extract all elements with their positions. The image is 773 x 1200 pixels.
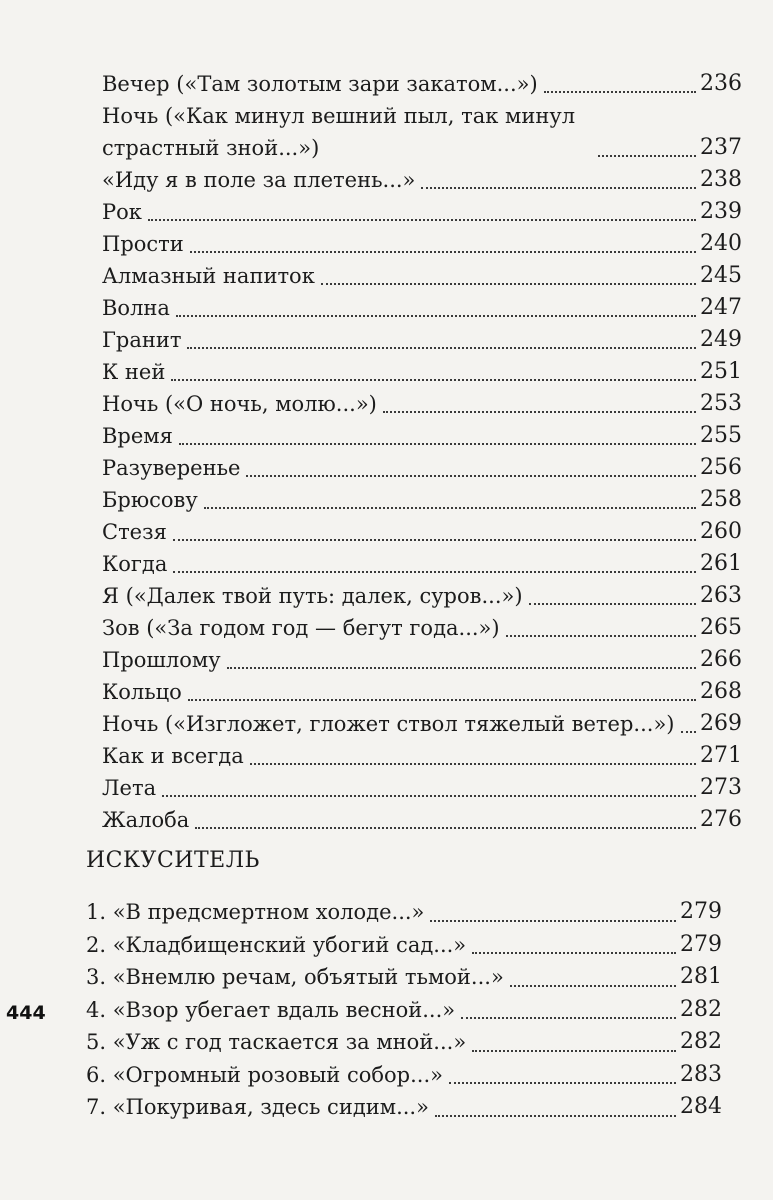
dot-leader xyxy=(173,561,696,573)
toc-entry-page: 276 xyxy=(700,807,742,832)
toc-entry xyxy=(102,420,742,452)
toc-entry-page: 265 xyxy=(700,615,742,640)
toc-entry-title: Я («Далек твой путь: далек, суров...») xyxy=(102,584,523,608)
toc-entry xyxy=(102,68,742,100)
toc-entry xyxy=(102,196,742,228)
dot-leader xyxy=(176,305,696,317)
dot-leader xyxy=(173,529,696,541)
dot-leader xyxy=(430,910,676,922)
toc-entry xyxy=(102,772,742,804)
toc-entry xyxy=(102,292,742,324)
dot-leader xyxy=(187,337,696,349)
dot-leader xyxy=(227,657,696,669)
toc-entry-title: Зов («За годом год — бегут года...») xyxy=(102,616,500,640)
toc-entry xyxy=(86,1026,722,1059)
toc-entry xyxy=(102,228,742,260)
dot-leader xyxy=(449,1072,676,1084)
toc-entry-page: 281 xyxy=(680,964,722,989)
dot-leader xyxy=(435,1105,676,1117)
dot-leader xyxy=(321,273,696,285)
toc-entry xyxy=(102,356,742,388)
toc-entry xyxy=(102,164,742,196)
toc-entry-page: 263 xyxy=(700,583,742,608)
toc-entry-title: «Иду я в поле за плетень...» xyxy=(102,168,416,192)
toc-entry-title: Когда xyxy=(102,552,168,576)
toc-entry-page: 273 xyxy=(700,775,742,800)
dot-leader xyxy=(148,209,696,221)
toc-entry xyxy=(102,516,742,548)
toc-entry-page: 279 xyxy=(680,931,722,957)
toc-entry-title: Гранит xyxy=(102,328,182,352)
toc-entry-page: 258 xyxy=(700,487,742,512)
toc-entry-title: Брюсову xyxy=(102,488,198,512)
toc-entry-page: 238 xyxy=(700,167,742,192)
toc-entry-title: Кольцо xyxy=(102,680,182,704)
toc-entry-title: Волна xyxy=(102,296,170,320)
toc-entry-title: 7. «Покуривая, здесь сидим...» xyxy=(86,1095,429,1119)
toc-entry-title: Ночь («О ночь, молю...») xyxy=(102,392,377,416)
toc-entry xyxy=(102,644,742,676)
dot-leader xyxy=(506,625,696,637)
dot-leader xyxy=(179,433,696,445)
toc-entry xyxy=(86,961,722,994)
toc-entry xyxy=(86,896,722,929)
dot-leader xyxy=(246,465,696,477)
toc-entry-title: 1. «В предсмертном холоде...» xyxy=(86,900,425,924)
toc-entry-title: Алмазный напиток xyxy=(102,264,315,288)
toc-entry-title: Вечер («Там золотым зари закатом...») xyxy=(102,72,538,96)
toc-entry xyxy=(86,929,722,962)
toc-entry xyxy=(102,580,742,612)
toc-entry xyxy=(102,548,742,580)
toc-entry-page: 282 xyxy=(680,1029,722,1054)
toc-entry-page: 251 xyxy=(700,359,742,384)
dot-leader xyxy=(472,942,676,954)
toc-entry-title: Ночь («Изгложет, гложет ствол тяжелый ветер...») xyxy=(102,712,675,736)
dot-leader xyxy=(421,177,696,189)
toc-entry-page: 279 xyxy=(680,899,722,924)
toc-list xyxy=(102,68,742,836)
dot-leader xyxy=(544,81,696,93)
toc-entry-page: 236 xyxy=(700,71,742,96)
toc-entry xyxy=(102,324,742,356)
dot-leader xyxy=(529,593,696,605)
dot-leader xyxy=(598,145,696,157)
toc-entry-page: 256 xyxy=(700,455,742,480)
toc-entry-page: 269 xyxy=(700,711,742,736)
dot-leader xyxy=(461,1007,676,1019)
toc-entry-page: 261 xyxy=(700,551,742,576)
page-number: 444 xyxy=(6,1002,46,1024)
toc-entry-page: 237 xyxy=(700,135,742,160)
toc-entry xyxy=(86,1059,722,1092)
dot-leader xyxy=(250,753,696,765)
toc-entry-title: Лета xyxy=(102,776,157,800)
toc-entry-page: 260 xyxy=(700,519,742,544)
toc-entry-title: К ней xyxy=(102,360,166,384)
toc-entry-page: 255 xyxy=(700,423,742,448)
dot-leader xyxy=(204,497,696,509)
toc-entry xyxy=(102,676,742,708)
toc-entry-page: 282 xyxy=(680,996,722,1022)
toc-entry-page: 253 xyxy=(700,391,742,416)
toc-entry xyxy=(102,740,742,772)
toc-entry-page: 239 xyxy=(700,199,742,224)
dot-leader xyxy=(188,689,696,701)
toc-entry-page: 268 xyxy=(700,679,742,704)
toc-entry xyxy=(102,804,742,836)
toc-entry-title: Прости xyxy=(102,232,184,256)
dot-leader xyxy=(171,369,696,381)
toc-entry-page: 245 xyxy=(700,263,742,288)
dot-leader xyxy=(195,817,696,829)
dot-leader xyxy=(383,401,696,413)
dot-leader xyxy=(510,975,676,987)
toc-entry-title: 6. «Огромный розовый собор...» xyxy=(86,1062,443,1087)
toc-entry xyxy=(102,484,742,516)
toc-entry-page: 240 xyxy=(700,231,742,256)
toc-entry-title: Рок xyxy=(102,200,142,224)
toc-entry-title: Как и всегда xyxy=(102,744,244,768)
toc-entry xyxy=(102,452,742,484)
dot-leader xyxy=(681,721,697,733)
toc-entry xyxy=(102,260,742,292)
toc-entry-page: 247 xyxy=(700,295,742,320)
toc-entry xyxy=(86,994,722,1027)
section-toc-list xyxy=(86,896,722,1124)
dot-leader xyxy=(472,1040,676,1052)
toc-entry-page: 266 xyxy=(700,647,742,672)
toc-entry-title: 5. «Уж с год таскается за мной...» xyxy=(86,1030,467,1054)
toc-entry xyxy=(102,612,742,644)
dot-leader xyxy=(190,241,696,253)
toc-entry-page: 284 xyxy=(680,1094,722,1119)
toc-entry-page: 271 xyxy=(700,743,742,768)
toc-entry-title: 3. «Внемлю речам, объятый тьмой...» xyxy=(86,965,504,989)
toc-entry-title: Стезя xyxy=(102,520,167,544)
toc-entry-page: 249 xyxy=(700,327,742,352)
toc-entry-title: Жалоба xyxy=(102,808,190,832)
toc-entry-title: Время xyxy=(102,424,173,448)
toc-entry-title: Ночь («Как минул вешний пыл, так минул страстный зной...») xyxy=(102,104,576,160)
toc-entry-title: 4. «Взор убегает вдаль весной...» xyxy=(86,997,456,1022)
toc-entry xyxy=(102,708,742,740)
toc-entry-page: 283 xyxy=(680,1061,722,1087)
dot-leader xyxy=(162,785,696,797)
toc-entry-title: Прошлому xyxy=(102,648,221,672)
toc-entry xyxy=(102,100,742,164)
toc-entry xyxy=(86,1091,722,1124)
toc-entry xyxy=(102,388,742,420)
toc-entry-title: 2. «Кладбищенский убогий сад...» xyxy=(86,932,467,957)
toc-entry-title: Разуверенье xyxy=(102,456,241,480)
section-heading: ИСКУСИТЕЛЬ xyxy=(86,848,260,873)
